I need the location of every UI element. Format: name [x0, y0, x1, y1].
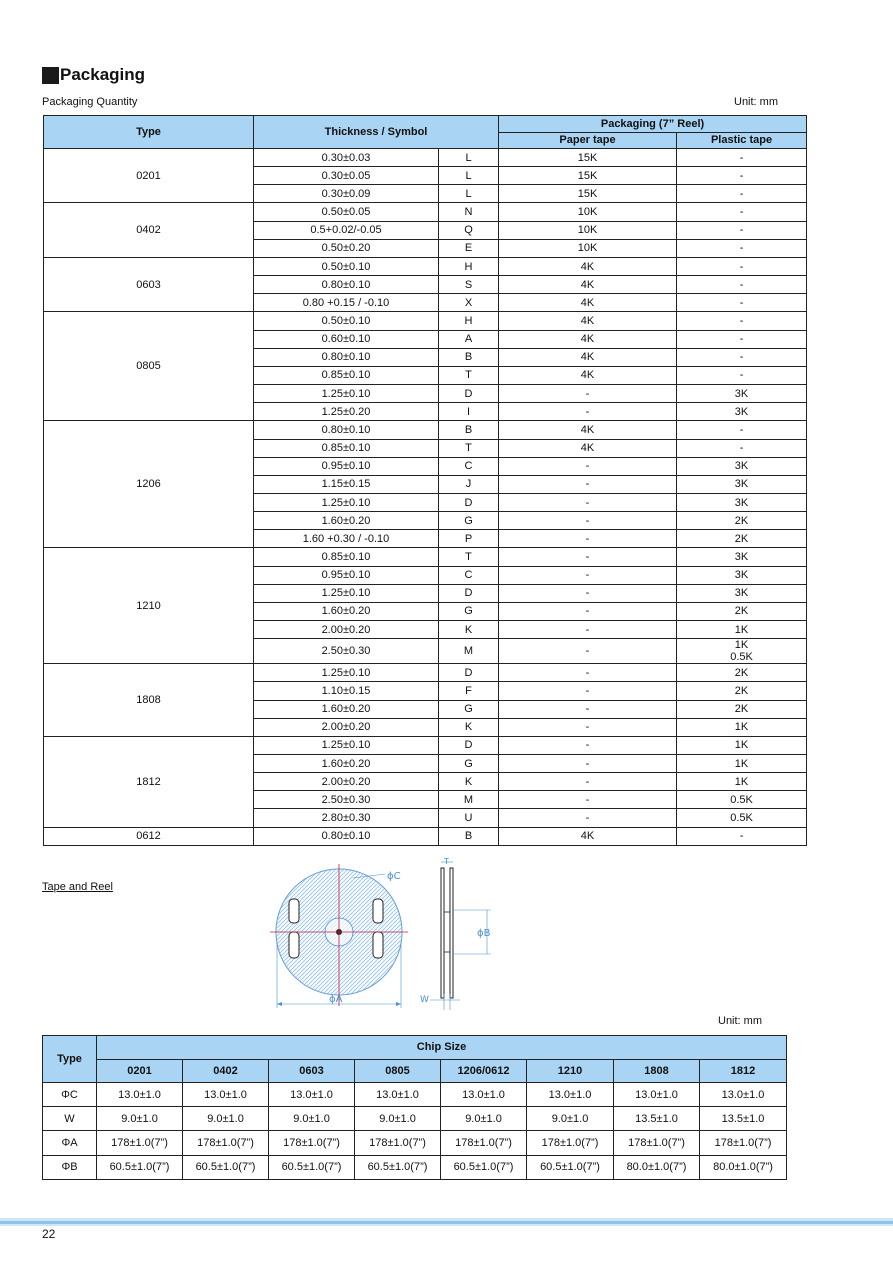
thickness-cell: 1.60±0.20 [254, 755, 439, 773]
plastic-tape-cell: - [677, 366, 807, 384]
paper-tape-cell: 4K [499, 294, 677, 312]
symbol-cell: K [439, 718, 499, 736]
value-cell: 13.0±1.0 [269, 1083, 355, 1107]
plastic-tape-cell [677, 639, 807, 664]
symbol-cell: G [439, 602, 499, 620]
type-cell: 0612 [44, 827, 254, 845]
symbol-cell: N [439, 203, 499, 221]
table-row [43, 1131, 787, 1155]
title-square-icon [42, 67, 59, 84]
plastic-tape-cell: 2K [677, 682, 807, 700]
thickness-cell: 0.30±0.03 [254, 149, 439, 167]
paper-tape-cell: - [499, 621, 677, 639]
diagram-label-a: ϕA [329, 994, 343, 1005]
header-type-reel: Type [43, 1036, 97, 1083]
plastic-tape-cell: 1K [677, 755, 807, 773]
symbol-cell: T [439, 548, 499, 566]
plastic-tape-cell: 3K [677, 584, 807, 602]
value-cell: 13.0±1.0 [183, 1083, 269, 1107]
plastic-tape-cell: 1K [677, 718, 807, 736]
table-row [44, 736, 807, 754]
plastic-tape-cell: 3K [677, 548, 807, 566]
value-cell: 13.5±1.0 [614, 1107, 700, 1131]
plastic-tape-cell: 0.5K [677, 791, 807, 809]
value-cell: 9.0±1.0 [355, 1107, 441, 1131]
type-cell: 1210 [44, 548, 254, 664]
thickness-cell: 0.95±0.10 [254, 457, 439, 475]
symbol-cell: P [439, 530, 499, 548]
header-size-1206-0612: 1206/0612 [441, 1059, 527, 1083]
value-cell: 13.0±1.0 [614, 1083, 700, 1107]
paper-tape-cell: 10K [499, 203, 677, 221]
thickness-cell: 2.50±0.30 [254, 791, 439, 809]
symbol-cell: G [439, 755, 499, 773]
symbol-cell: D [439, 736, 499, 754]
thickness-cell: 0.95±0.10 [254, 566, 439, 584]
plastic-tape-cell: - [677, 185, 807, 203]
type-cell: 1812 [44, 736, 254, 827]
thickness-cell: 0.50±0.20 [254, 239, 439, 257]
paper-tape-cell: - [499, 475, 677, 493]
diagram-label-b: ϕB [477, 928, 491, 939]
paper-tape-cell: - [499, 584, 677, 602]
header-size-0603: 0603 [269, 1059, 355, 1083]
plastic-tape-value: 1K [734, 639, 749, 652]
thickness-cell: 0.60±0.10 [254, 330, 439, 348]
thickness-cell: 0.5+0.02/-0.05 [254, 221, 439, 239]
unit-label-bottom: Unit: mm [718, 1015, 762, 1027]
thickness-cell: 0.50±0.10 [254, 312, 439, 330]
symbol-cell: U [439, 809, 499, 827]
table-row [44, 257, 807, 275]
value-cell: 13.0±1.0 [527, 1083, 614, 1107]
value-cell: 9.0±1.0 [183, 1107, 269, 1131]
symbol-cell: H [439, 257, 499, 275]
paper-tape-cell: - [499, 530, 677, 548]
value-cell: 178±1.0(7”) [269, 1131, 355, 1155]
paper-tape-cell: - [499, 385, 677, 403]
paper-tape-cell: - [499, 639, 677, 664]
paper-tape-cell: - [499, 755, 677, 773]
thickness-cell: 1.25±0.10 [254, 664, 439, 682]
reel-front-view [270, 864, 408, 1008]
paper-tape-cell: 10K [499, 221, 677, 239]
value-cell: 60.5±1.0(7”) [527, 1155, 614, 1179]
header-chip-size: Chip Size [97, 1036, 787, 1060]
plastic-tape-cell: 2K [677, 700, 807, 718]
plastic-tape-cell: 2K [677, 664, 807, 682]
plastic-tape-cell: 2K [677, 530, 807, 548]
thickness-cell: 1.60 +0.30 / -0.10 [254, 530, 439, 548]
value-cell: 178±1.0(7”) [527, 1131, 614, 1155]
plastic-tape-cell: 1K [677, 736, 807, 754]
thickness-cell: 1.15±0.15 [254, 475, 439, 493]
value-cell: 60.5±1.0(7”) [441, 1155, 527, 1179]
value-cell: 80.0±1.0(7”) [614, 1155, 700, 1179]
symbol-cell: B [439, 421, 499, 439]
paper-tape-cell: - [499, 512, 677, 530]
thickness-cell: 0.50±0.05 [254, 203, 439, 221]
row-label-cell: ΦB [43, 1155, 97, 1179]
symbol-cell: D [439, 385, 499, 403]
plastic-tape-cell: - [677, 167, 807, 185]
row-label-cell: ΦC [43, 1083, 97, 1107]
value-cell: 60.5±1.0(7”) [183, 1155, 269, 1179]
diagram-label-w: W [420, 995, 429, 1005]
symbol-cell: G [439, 512, 499, 530]
symbol-cell: M [439, 639, 499, 664]
value-cell: 60.5±1.0(7”) [269, 1155, 355, 1179]
thickness-cell: 0.80±0.10 [254, 276, 439, 294]
thickness-cell: 2.80±0.30 [254, 809, 439, 827]
thickness-cell: 2.00±0.20 [254, 621, 439, 639]
plastic-tape-cell: 1K [677, 773, 807, 791]
type-cell: 0402 [44, 203, 254, 257]
packaging-quantity-label: Packaging Quantity [42, 96, 138, 108]
table-row [44, 827, 807, 845]
plastic-tape-cell: 3K [677, 403, 807, 421]
plastic-tape-cell: - [677, 312, 807, 330]
thickness-cell: 2.50±0.30 [254, 639, 439, 664]
plastic-tape-cell: - [677, 149, 807, 167]
thickness-cell: 0.85±0.10 [254, 366, 439, 384]
paper-tape-cell: 4K [499, 312, 677, 330]
value-cell: 13.0±1.0 [97, 1083, 183, 1107]
thickness-cell: 1.25±0.10 [254, 493, 439, 511]
plastic-tape-cell: - [677, 257, 807, 275]
tape-reel-table [42, 1035, 787, 1180]
header-thickness-symbol: Thickness / Symbol [254, 116, 499, 149]
plastic-tape-value-alt: 0.5K [730, 651, 753, 664]
thickness-cell: 0.80±0.10 [254, 348, 439, 366]
type-cell: 0603 [44, 257, 254, 311]
paper-tape-cell: 4K [499, 257, 677, 275]
value-cell: 178±1.0(7”) [183, 1131, 269, 1155]
value-cell: 60.5±1.0(7”) [97, 1155, 183, 1179]
symbol-cell: M [439, 791, 499, 809]
row-label-cell: ΦA [43, 1131, 97, 1155]
type-cell: 1206 [44, 421, 254, 548]
header-type: Type [44, 116, 254, 149]
symbol-cell: D [439, 584, 499, 602]
symbol-cell: L [439, 167, 499, 185]
paper-tape-cell: - [499, 791, 677, 809]
paper-tape-cell: - [499, 736, 677, 754]
value-cell: 9.0±1.0 [269, 1107, 355, 1131]
type-cell: 0201 [44, 149, 254, 203]
unit-label-top: Unit: mm [734, 96, 778, 108]
header-size-0201: 0201 [97, 1059, 183, 1083]
thickness-cell: 1.25±0.10 [254, 736, 439, 754]
table-row [44, 421, 807, 439]
header-size-0805: 0805 [355, 1059, 441, 1083]
table-row [43, 1083, 787, 1107]
plastic-tape-cell: - [677, 221, 807, 239]
symbol-cell: D [439, 493, 499, 511]
page-title-text: Packaging [60, 65, 146, 84]
thickness-cell: 0.80±0.10 [254, 827, 439, 845]
header-size-1210: 1210 [527, 1059, 614, 1083]
symbol-cell: X [439, 294, 499, 312]
paper-tape-cell: - [499, 664, 677, 682]
paper-tape-cell: - [499, 548, 677, 566]
thickness-cell: 1.25±0.10 [254, 385, 439, 403]
symbol-cell: L [439, 185, 499, 203]
value-cell: 9.0±1.0 [527, 1107, 614, 1131]
paper-tape-cell: - [499, 773, 677, 791]
symbol-cell: K [439, 773, 499, 791]
header-size-1812: 1812 [700, 1059, 787, 1083]
value-cell: 178±1.0(7”) [355, 1131, 441, 1155]
paper-tape-cell: - [499, 457, 677, 475]
thickness-cell: 2.00±0.20 [254, 773, 439, 791]
value-cell: 9.0±1.0 [441, 1107, 527, 1131]
plastic-tape-cell: - [677, 439, 807, 457]
paper-tape-cell: 15K [499, 167, 677, 185]
symbol-cell: L [439, 149, 499, 167]
thickness-cell: 0.50±0.10 [254, 257, 439, 275]
paper-tape-cell: - [499, 403, 677, 421]
thickness-cell: 0.80±0.10 [254, 421, 439, 439]
symbol-cell: G [439, 700, 499, 718]
value-cell: 13.0±1.0 [355, 1083, 441, 1107]
table-row [44, 203, 807, 221]
symbol-cell: T [439, 366, 499, 384]
thickness-cell: 1.25±0.10 [254, 584, 439, 602]
symbol-cell: F [439, 682, 499, 700]
paper-tape-cell: - [499, 718, 677, 736]
symbol-cell: B [439, 827, 499, 845]
header-paper-tape: Paper tape [499, 132, 677, 149]
table-row [43, 1155, 787, 1179]
plastic-tape-cell: - [677, 827, 807, 845]
footer-band-bottom [0, 1224, 893, 1226]
diagram-label-t: T [444, 857, 449, 866]
plastic-tape-cell: - [677, 330, 807, 348]
paper-tape-cell: - [499, 809, 677, 827]
plastic-tape-cell: - [677, 348, 807, 366]
paper-tape-cell: 4K [499, 421, 677, 439]
value-cell: 9.0±1.0 [97, 1107, 183, 1131]
thickness-cell: 1.25±0.20 [254, 403, 439, 421]
paper-tape-cell: 4K [499, 439, 677, 457]
thickness-cell: 1.60±0.20 [254, 602, 439, 620]
thickness-cell: 2.00±0.20 [254, 718, 439, 736]
symbol-cell: E [439, 239, 499, 257]
packaging-quantity-table [43, 115, 807, 846]
symbol-cell: C [439, 566, 499, 584]
paper-tape-cell: 15K [499, 149, 677, 167]
page-title [42, 64, 145, 86]
header-size-0402: 0402 [183, 1059, 269, 1083]
plastic-tape-cell: 3K [677, 566, 807, 584]
symbol-cell: T [439, 439, 499, 457]
thickness-cell: 0.30±0.05 [254, 167, 439, 185]
paper-tape-cell: 4K [499, 366, 677, 384]
diagram-label-c: ϕC [387, 871, 401, 882]
tape-reel-diagram [265, 856, 505, 1014]
paper-tape-cell: - [499, 566, 677, 584]
table-row [43, 1107, 787, 1131]
value-cell: 13.0±1.0 [441, 1083, 527, 1107]
plastic-tape-cell: - [677, 239, 807, 257]
value-cell: 178±1.0(7”) [700, 1131, 787, 1155]
symbol-cell: A [439, 330, 499, 348]
paper-tape-cell: 10K [499, 239, 677, 257]
paper-tape-cell: - [499, 602, 677, 620]
thickness-cell: 0.85±0.10 [254, 439, 439, 457]
symbol-cell: B [439, 348, 499, 366]
plastic-tape-cell: 2K [677, 602, 807, 620]
paper-tape-cell: 4K [499, 330, 677, 348]
thickness-cell: 1.10±0.15 [254, 682, 439, 700]
plastic-tape-cell: 0.5K [677, 809, 807, 827]
thickness-cell: 1.60±0.20 [254, 700, 439, 718]
plastic-tape-cell: - [677, 294, 807, 312]
symbol-cell: K [439, 621, 499, 639]
table-row [44, 149, 807, 167]
plastic-tape-cell: 1K [677, 621, 807, 639]
paper-tape-cell: 15K [499, 185, 677, 203]
plastic-tape-cell: 2K [677, 512, 807, 530]
plastic-tape-cell: 3K [677, 385, 807, 403]
page-number: 22 [42, 1227, 56, 1241]
header-size-1808: 1808 [614, 1059, 700, 1083]
tape-and-reel-label: Tape and Reel [42, 881, 113, 893]
value-cell: 178±1.0(7”) [614, 1131, 700, 1155]
plastic-tape-cell: 3K [677, 457, 807, 475]
table-row [44, 664, 807, 682]
paper-tape-cell: 4K [499, 276, 677, 294]
thickness-cell: 0.80 +0.15 / -0.10 [254, 294, 439, 312]
symbol-cell: H [439, 312, 499, 330]
plastic-tape-cell: - [677, 276, 807, 294]
row-label-cell: W [43, 1107, 97, 1131]
symbol-cell: C [439, 457, 499, 475]
plastic-tape-cell: 3K [677, 493, 807, 511]
type-cell: 1808 [44, 664, 254, 737]
value-cell: 60.5±1.0(7”) [355, 1155, 441, 1179]
value-cell: 178±1.0(7”) [441, 1131, 527, 1155]
value-cell: 13.0±1.0 [700, 1083, 787, 1107]
paper-tape-cell: 4K [499, 348, 677, 366]
paper-tape-cell: - [499, 493, 677, 511]
symbol-cell: I [439, 403, 499, 421]
value-cell: 80.0±1.0(7”) [700, 1155, 787, 1179]
symbol-cell: Q [439, 221, 499, 239]
plastic-tape-cell: - [677, 421, 807, 439]
value-cell: 178±1.0(7”) [97, 1131, 183, 1155]
thickness-cell: 1.60±0.20 [254, 512, 439, 530]
plastic-tape-cell: - [677, 203, 807, 221]
table-row [44, 548, 807, 566]
header-plastic-tape: Plastic tape [677, 132, 807, 149]
paper-tape-cell: 4K [499, 827, 677, 845]
type-cell: 0805 [44, 312, 254, 421]
symbol-cell: D [439, 664, 499, 682]
header-packaging: Packaging (7” Reel) [499, 116, 807, 133]
thickness-cell: 0.85±0.10 [254, 548, 439, 566]
value-cell: 13.5±1.0 [700, 1107, 787, 1131]
symbol-cell: J [439, 475, 499, 493]
paper-tape-cell: - [499, 700, 677, 718]
table-row [44, 312, 807, 330]
symbol-cell: S [439, 276, 499, 294]
plastic-tape-cell: 3K [677, 475, 807, 493]
thickness-cell: 0.30±0.09 [254, 185, 439, 203]
paper-tape-cell: - [499, 682, 677, 700]
